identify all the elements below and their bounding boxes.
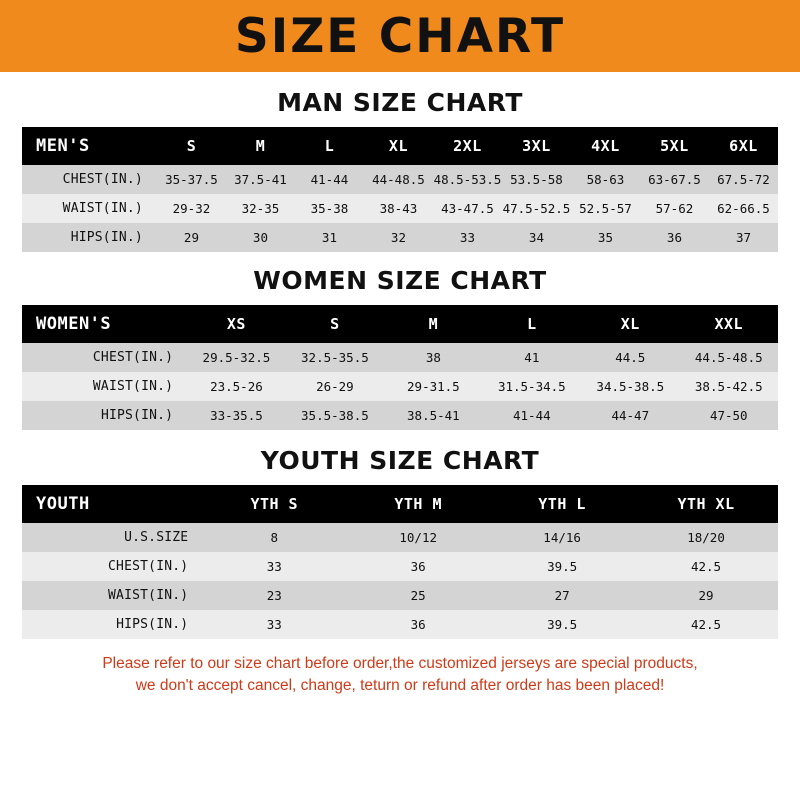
- women-row-0-cell-5: 44.5-48.5: [680, 343, 778, 372]
- table-row: [22, 165, 778, 194]
- women-row-0-cell-3: 41: [483, 343, 581, 372]
- men-row-1-cell-5: 47.5-52.5: [502, 194, 571, 223]
- men-section-title: MAN SIZE CHART: [277, 88, 523, 117]
- youth-table-body: [22, 523, 778, 639]
- men-size-table: [22, 127, 778, 252]
- women-header-cell-0: WOMEN'S: [22, 305, 187, 343]
- women-row-0-cell-1: 32.5-35.5: [286, 343, 384, 372]
- chart-content: [0, 72, 800, 800]
- youth-header-cell-1: YTH S: [202, 485, 346, 523]
- men-row-0-cell-7: 63-67.5: [640, 165, 709, 194]
- women-section-title: WOMEN SIZE CHART: [253, 266, 547, 295]
- footer-note: [22, 653, 778, 698]
- women-row-2-cell-1: 35.5-38.5: [286, 401, 384, 430]
- youth-header-cell-2: YTH M: [346, 485, 490, 523]
- men-row-0-cell-0: 35-37.5: [157, 165, 226, 194]
- youth-row-2-cell-2: 27: [490, 581, 634, 610]
- men-row-1-cell-0: 29-32: [157, 194, 226, 223]
- men-row-1-cell-2: 35-38: [295, 194, 364, 223]
- women-size-table: [22, 305, 778, 430]
- men-table-body: [22, 165, 778, 252]
- men-header-cell-6: 3XL: [502, 127, 571, 165]
- men-header-cell-9: 6XL: [709, 127, 778, 165]
- youth-row-3-cell-0: 33: [202, 610, 346, 639]
- youth-header-cell-3: YTH L: [490, 485, 634, 523]
- youth-row-0-cell-0: 8: [202, 523, 346, 552]
- men-row-2-cell-5: 34: [502, 223, 571, 252]
- youth-row-1-cell-0: 33: [202, 552, 346, 581]
- women-header-cell-6: XXL: [680, 305, 778, 343]
- men-header-row: [22, 127, 778, 165]
- youth-row-3-cell-1: 36: [346, 610, 490, 639]
- men-table-head: [22, 127, 778, 165]
- youth-row-2-cell-3: 29: [634, 581, 778, 610]
- women-row-2-cell-3: 41-44: [483, 401, 581, 430]
- women-row-0-cell-2: 38: [384, 343, 482, 372]
- men-header-cell-3: L: [295, 127, 364, 165]
- men-row-2-cell-8: 37: [709, 223, 778, 252]
- men-row-1-cell-4: 43-47.5: [433, 194, 502, 223]
- youth-section-title: YOUTH SIZE CHART: [260, 446, 540, 475]
- men-row-2-cell-0: 29: [157, 223, 226, 252]
- youth-row-3-cell-3: 42.5: [634, 610, 778, 639]
- men-row-2-cell-6: 35: [571, 223, 640, 252]
- footer-note-line-2: we don't accept cancel, change, teturn or refund after order has been placed!: [135, 677, 665, 695]
- men-header-cell-0: MEN'S: [22, 127, 157, 165]
- men-header-cell-8: 5XL: [640, 127, 709, 165]
- women-row-2-cell-0: 33-35.5: [187, 401, 285, 430]
- men-header-cell-7: 4XL: [571, 127, 640, 165]
- men-row-1-cell-8: 62-66.5: [709, 194, 778, 223]
- table-row: [22, 610, 778, 639]
- men-row-2-cell-2: 31: [295, 223, 364, 252]
- women-row-1-cell-0: 23.5-26: [187, 372, 285, 401]
- youth-row-1-cell-3: 42.5: [634, 552, 778, 581]
- table-row: [22, 401, 778, 430]
- men-row-1-cell-6: 52.5-57: [571, 194, 640, 223]
- youth-row-0-cell-1: 10/12: [346, 523, 490, 552]
- women-header-cell-5: XL: [581, 305, 679, 343]
- page-banner: [0, 0, 800, 72]
- youth-row-2-cell-1: 25: [346, 581, 490, 610]
- women-row-1-cell-4: 34.5-38.5: [581, 372, 679, 401]
- men-header-cell-1: S: [157, 127, 226, 165]
- youth-header-cell-4: YTH XL: [634, 485, 778, 523]
- youth-row-3-cell-2: 39.5: [490, 610, 634, 639]
- women-header-row: [22, 305, 778, 343]
- men-row-0-cell-1: 37.5-41: [226, 165, 295, 194]
- youth-table-head: [22, 485, 778, 523]
- youth-row-2-label: WAIST(IN.): [22, 581, 202, 610]
- youth-row-1-cell-1: 36: [346, 552, 490, 581]
- women-row-0-cell-0: 29.5-32.5: [187, 343, 285, 372]
- table-row: [22, 343, 778, 372]
- men-row-0-cell-6: 58-63: [571, 165, 640, 194]
- youth-row-2-cell-0: 23: [202, 581, 346, 610]
- men-row-0-cell-4: 48.5-53.5: [433, 165, 502, 194]
- women-row-1-cell-5: 38.5-42.5: [680, 372, 778, 401]
- table-row: [22, 523, 778, 552]
- table-row: [22, 372, 778, 401]
- youth-header-cell-0: YOUTH: [22, 485, 202, 523]
- women-row-2-cell-5: 47-50: [680, 401, 778, 430]
- women-row-1-cell-3: 31.5-34.5: [483, 372, 581, 401]
- women-header-cell-2: S: [286, 305, 384, 343]
- youth-row-0-cell-2: 14/16: [490, 523, 634, 552]
- women-header-cell-3: M: [384, 305, 482, 343]
- men-header-cell-5: 2XL: [433, 127, 502, 165]
- youth-size-table: [22, 485, 778, 639]
- men-row-0-label: CHEST(IN.): [22, 165, 157, 194]
- men-header-cell-2: M: [226, 127, 295, 165]
- men-row-2-cell-1: 30: [226, 223, 295, 252]
- women-row-0-label: CHEST(IN.): [22, 343, 187, 372]
- table-row: [22, 194, 778, 223]
- youth-row-0-cell-3: 18/20: [634, 523, 778, 552]
- men-row-0-cell-3: 44-48.5: [364, 165, 433, 194]
- women-row-2-cell-4: 44-47: [581, 401, 679, 430]
- women-table-head: [22, 305, 778, 343]
- men-row-0-cell-5: 53.5-58: [502, 165, 571, 194]
- women-header-cell-1: XS: [187, 305, 285, 343]
- men-row-1-label: WAIST(IN.): [22, 194, 157, 223]
- youth-header-row: [22, 485, 778, 523]
- women-row-1-label: WAIST(IN.): [22, 372, 187, 401]
- men-row-1-cell-3: 38-43: [364, 194, 433, 223]
- men-row-1-cell-7: 57-62: [640, 194, 709, 223]
- youth-row-1-label: CHEST(IN.): [22, 552, 202, 581]
- women-row-2-cell-2: 38.5-41: [384, 401, 482, 430]
- men-row-2-cell-3: 32: [364, 223, 433, 252]
- men-row-0-cell-2: 41-44: [295, 165, 364, 194]
- men-row-0-cell-8: 67.5-72: [709, 165, 778, 194]
- footer-note-line-1: Please refer to our size chart before order,the customized jerseys are special products,: [102, 655, 698, 672]
- men-row-2-label: HIPS(IN.): [22, 223, 157, 252]
- women-row-2-label: HIPS(IN.): [22, 401, 187, 430]
- women-table-body: [22, 343, 778, 430]
- women-row-0-cell-4: 44.5: [581, 343, 679, 372]
- table-row: [22, 552, 778, 581]
- youth-row-0-label: U.S.SIZE: [22, 523, 202, 552]
- men-row-1-cell-1: 32-35: [226, 194, 295, 223]
- women-header-cell-4: L: [483, 305, 581, 343]
- women-row-1-cell-1: 26-29: [286, 372, 384, 401]
- youth-row-3-label: HIPS(IN.): [22, 610, 202, 639]
- youth-row-1-cell-2: 39.5: [490, 552, 634, 581]
- women-row-1-cell-2: 29-31.5: [384, 372, 482, 401]
- page-title: SIZE CHART: [234, 8, 566, 64]
- men-row-2-cell-7: 36: [640, 223, 709, 252]
- men-header-cell-4: XL: [364, 127, 433, 165]
- table-row: [22, 223, 778, 252]
- men-row-2-cell-4: 33: [433, 223, 502, 252]
- table-row: [22, 581, 778, 610]
